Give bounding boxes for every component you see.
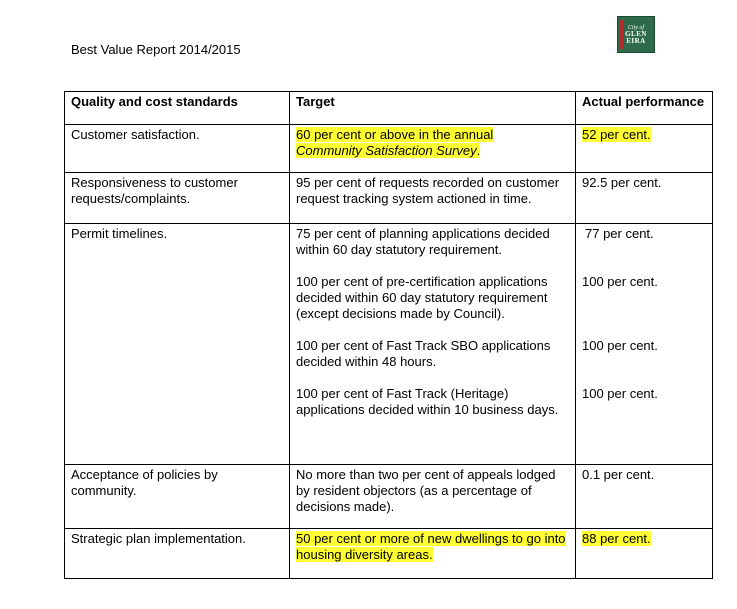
target-cell bbox=[290, 224, 576, 465]
table-header-row bbox=[65, 92, 713, 125]
logo-accent-bar bbox=[620, 20, 623, 49]
actual-item: 100 per cent. bbox=[582, 386, 658, 401]
standard-cell: Customer satisfaction. bbox=[65, 125, 290, 173]
target-cell: 95 per cent of requests recorded on customer request tracking system actioned in time. bbox=[290, 173, 576, 224]
header-target: Target bbox=[290, 92, 576, 125]
target-highlight-b bbox=[296, 143, 480, 158]
actual-item: 77 per cent. bbox=[585, 226, 654, 241]
logo-line-3: EIRA bbox=[626, 36, 646, 45]
target-highlight-a: 60 per cent or above in the annual bbox=[296, 127, 494, 142]
target-item: 100 per cent of Fast Track SBO applications decided within 48 hours. bbox=[296, 338, 551, 369]
target-cell bbox=[290, 125, 576, 173]
target-cell: No more than two per cent of appeals lodged by resident objectors (as a percentage of decisions made). bbox=[290, 465, 576, 529]
target-item: 100 per cent of Fast Track (Heritage) applications decided within 10 business days. bbox=[296, 386, 559, 417]
actual-cell: 0.1 per cent. bbox=[576, 465, 713, 529]
header-standards: Quality and cost standards bbox=[65, 92, 290, 125]
logo-line-2: GLEN bbox=[625, 29, 647, 38]
best-value-table bbox=[64, 91, 713, 579]
table-row bbox=[65, 465, 713, 529]
standard-cell: Responsiveness to customer requests/complaints. bbox=[65, 173, 290, 224]
page-title: Best Value Report 2014/2015 bbox=[71, 42, 241, 57]
actual-highlight: 52 per cent. bbox=[582, 127, 651, 142]
table-row bbox=[65, 125, 713, 173]
standard-cell: Strategic plan implementation. bbox=[65, 529, 290, 579]
actual-item: 100 per cent. bbox=[582, 274, 658, 289]
logo-line-1: City of bbox=[627, 24, 645, 31]
actual-highlight: 88 per cent. bbox=[582, 531, 651, 546]
city-logo bbox=[617, 16, 655, 53]
actual-item: 100 per cent. bbox=[582, 338, 658, 353]
table-row bbox=[65, 529, 713, 579]
actual-cell bbox=[576, 224, 713, 465]
table-row bbox=[65, 173, 713, 224]
target-cell bbox=[290, 529, 576, 579]
header-actual: Actual performance bbox=[576, 92, 713, 125]
target-highlight: 50 per cent or more of new dwellings to go into housing diversity areas. bbox=[296, 531, 566, 562]
table-row bbox=[65, 224, 713, 465]
survey-name: Community Satisfaction Survey bbox=[296, 143, 477, 158]
actual-cell bbox=[576, 529, 713, 579]
target-item: 100 per cent of pre-certification applications decided within 60 day statutory requirement (except decisions made by Council). bbox=[296, 274, 548, 321]
actual-cell bbox=[576, 125, 713, 173]
target-period: . bbox=[476, 143, 481, 158]
standard-cell: Acceptance of policies by community. bbox=[65, 465, 290, 529]
actual-cell: 92.5 per cent. bbox=[576, 173, 713, 224]
standard-cell: Permit timelines. bbox=[65, 224, 290, 465]
target-item: 75 per cent of planning applications decided within 60 day statutory requirement. bbox=[296, 226, 550, 257]
